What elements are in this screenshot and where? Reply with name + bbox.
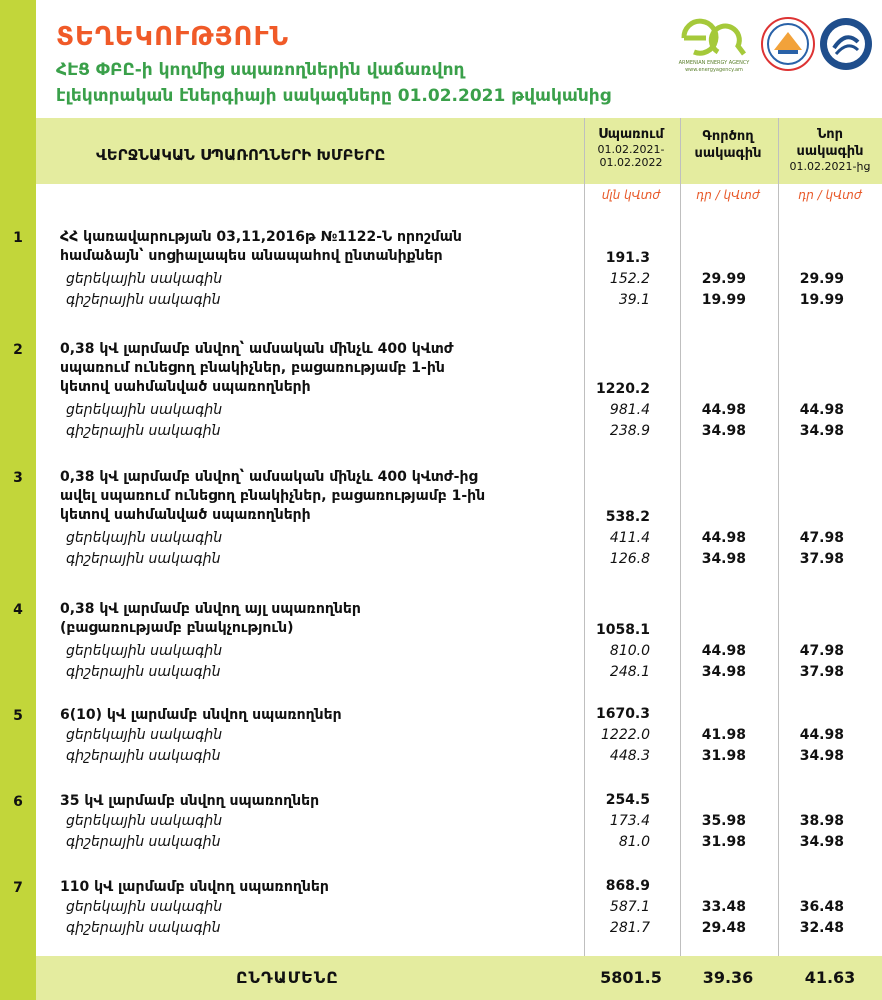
total-row <box>36 956 882 1000</box>
group-title-line: կետով սահմանված սպառողների <box>60 379 311 395</box>
page-title: ՏԵՂԵԿՈՒԹՅՈՒՆ <box>56 22 290 52</box>
night-new-tariff: 34.98 <box>799 423 844 439</box>
night-consumption: 126.8 <box>609 551 650 567</box>
night-tariff-label: գիշերային սակագին <box>66 292 221 308</box>
row-number: 3 <box>13 470 23 486</box>
night-new-tariff: 34.98 <box>799 748 844 764</box>
total-label: ԸՆԴԱՄԵՆԸ <box>236 968 339 987</box>
column-header-consumption: Սպառում 01.02.2021- 01.02.2022 <box>597 127 665 169</box>
night-consumption: 448.3 <box>609 748 650 764</box>
night-consumption: 81.0 <box>618 834 650 850</box>
group-total-consumption: 1220.2 <box>595 381 650 397</box>
psrc-logo <box>818 16 874 72</box>
energy-agency-logo <box>678 16 750 72</box>
table-header <box>36 118 882 184</box>
row-number: 6 <box>13 794 23 810</box>
unit-new-tariff: դր / կՎտժ <box>798 188 862 202</box>
night-consumption: 238.9 <box>609 423 650 439</box>
night-consumption: 281.7 <box>609 920 650 936</box>
commission-seal-logo <box>760 16 816 72</box>
day-consumption: 411.4 <box>609 530 650 546</box>
night-new-tariff: 19.99 <box>799 292 844 308</box>
night-new-tariff: 37.98 <box>799 664 844 680</box>
group-total-consumption: 254.5 <box>605 792 650 808</box>
energy-agency-url: www.energyagency.am <box>685 67 743 73</box>
group-title-line: սպառում ունեցող բնակիչներ, բացառությամբ 1-ին <box>60 360 445 376</box>
row-number: 1 <box>13 230 23 246</box>
total-consumption: 5801.5 <box>600 968 662 987</box>
group-title-line: 0,38 կՎ լարմամբ սնվող այլ սպառողներ <box>60 601 361 617</box>
unit-current-tariff: դր / կՎտժ <box>696 188 760 202</box>
day-new-tariff: 44.98 <box>799 727 844 743</box>
psrc-emblem-icon <box>818 16 874 72</box>
night-current-tariff: 34.98 <box>701 423 746 439</box>
group-title-line: 110 կՎ լարմամբ սնվող սպառողներ <box>60 879 329 895</box>
row-number: 2 <box>13 342 23 358</box>
day-tariff-label: ցերեկային սակագին <box>66 643 223 659</box>
day-consumption: 1222.0 <box>601 727 650 743</box>
night-current-tariff: 19.99 <box>701 292 746 308</box>
day-new-tariff: 38.98 <box>799 813 844 829</box>
day-new-tariff: 47.98 <box>799 530 844 546</box>
units-row <box>36 184 882 210</box>
unit-consumption: մլն կՎտժ <box>601 188 661 202</box>
day-new-tariff: 36.48 <box>799 899 844 915</box>
day-consumption: 152.2 <box>609 271 650 287</box>
column-header-groups: ՎԵՐՋՆԱԿԱՆ ՍՊԱՌՈՂՆԵՐԻ ԽՄԲԵՐԸ <box>96 146 386 164</box>
night-current-tariff: 29.48 <box>701 920 746 936</box>
night-current-tariff: 31.98 <box>701 748 746 764</box>
row-number: 4 <box>13 602 23 618</box>
night-current-tariff: 34.98 <box>701 551 746 567</box>
night-tariff-label: գիշերային սակագին <box>66 664 221 680</box>
row-number: 5 <box>13 708 23 724</box>
energy-agency-brand: ARMENIAN ENERGY AGENCY <box>678 60 750 66</box>
day-current-tariff: 29.99 <box>701 271 746 287</box>
night-tariff-label: գիշերային սակագին <box>66 551 221 567</box>
day-new-tariff: 29.99 <box>799 271 844 287</box>
day-current-tariff: 44.98 <box>701 402 746 418</box>
night-tariff-label: գիշերային սակագին <box>66 748 221 764</box>
day-tariff-label: ցերեկային սակագին <box>66 271 223 287</box>
group-title-line: համաձայն՝ սոցիալապես անապահով ընտանիքներ <box>60 248 443 264</box>
group-title-line: 0,38 կՎ լարմամբ սնվող՝ ամսական մինչև 400 կՎտժ-ից <box>60 469 478 485</box>
day-current-tariff: 44.98 <box>701 530 746 546</box>
day-consumption: 173.4 <box>609 813 650 829</box>
day-new-tariff: 44.98 <box>799 402 844 418</box>
night-new-tariff: 37.98 <box>799 551 844 567</box>
group-title-line: 6(10) կՎ լարմամբ սնվող սպառողներ <box>60 707 342 723</box>
group-title-line: 35 կՎ լարմամբ սնվող սպառողներ <box>60 793 320 809</box>
day-current-tariff: 44.98 <box>701 643 746 659</box>
column-header-new-tariff: Նոր սակագին 01.02.2021-ից <box>789 127 871 173</box>
group-total-consumption: 191.3 <box>605 250 650 266</box>
energy-agency-logo-icon <box>678 16 750 60</box>
group-total-consumption: 538.2 <box>605 509 650 525</box>
day-tariff-label: ցերեկային սակագին <box>66 530 223 546</box>
day-current-tariff: 35.98 <box>701 813 746 829</box>
group-total-consumption: 868.9 <box>605 878 650 894</box>
day-consumption: 810.0 <box>609 643 650 659</box>
night-tariff-label: գիշերային սակագին <box>66 920 221 936</box>
day-tariff-label: ցերեկային սակագին <box>66 727 223 743</box>
subtitle-line-1: ՀԷՑ ՓԲԸ-ի կողմից սպառողներին վաճառվող <box>56 60 465 80</box>
seal-icon <box>760 16 816 72</box>
column-header-current-tariff: Գործող սակագին <box>694 129 762 161</box>
night-current-tariff: 34.98 <box>701 664 746 680</box>
group-title-line: ՀՀ կառավարության 03,11,2016թ №1122-Ն որոշման <box>60 229 462 245</box>
night-current-tariff: 31.98 <box>701 834 746 850</box>
night-consumption: 248.1 <box>609 664 650 680</box>
day-consumption: 587.1 <box>609 899 650 915</box>
row-number: 7 <box>13 880 23 896</box>
page-header <box>36 0 882 118</box>
day-tariff-label: ցերեկային սակագին <box>66 899 223 915</box>
group-title-line: ավել սպառում ունեցող բնակիչներ, բացառությամբ 1-ին <box>60 488 486 504</box>
day-current-tariff: 41.98 <box>701 727 746 743</box>
group-total-consumption: 1670.3 <box>595 706 650 722</box>
group-total-consumption: 1058.1 <box>595 622 650 638</box>
night-new-tariff: 34.98 <box>799 834 844 850</box>
night-new-tariff: 32.48 <box>799 920 844 936</box>
group-title-line: (բացառությամբ բնակչություն) <box>60 620 294 636</box>
day-tariff-label: ցերեկային սակագին <box>66 813 223 829</box>
day-new-tariff: 47.98 <box>799 643 844 659</box>
day-consumption: 981.4 <box>609 402 650 418</box>
total-new-tariff: 41.63 <box>804 968 856 987</box>
night-consumption: 39.1 <box>618 292 650 308</box>
day-tariff-label: ցերեկային սակագին <box>66 402 223 418</box>
total-current-tariff: 39.36 <box>702 968 754 987</box>
group-title-line: կետով սահմանված սպառողների <box>60 507 311 523</box>
night-tariff-label: գիշերային սակագին <box>66 834 221 850</box>
night-tariff-label: գիշերային սակագին <box>66 423 221 439</box>
subtitle-line-2: էլեկտրական էներգիայի սակագները 01.02.2021 թվականից <box>56 86 611 106</box>
group-title-line: 0,38 կՎ լարմամբ սնվող՝ ամսական մինչև 400 կՎտժ <box>60 341 454 357</box>
day-current-tariff: 33.48 <box>701 899 746 915</box>
left-accent-bar <box>0 0 36 1000</box>
